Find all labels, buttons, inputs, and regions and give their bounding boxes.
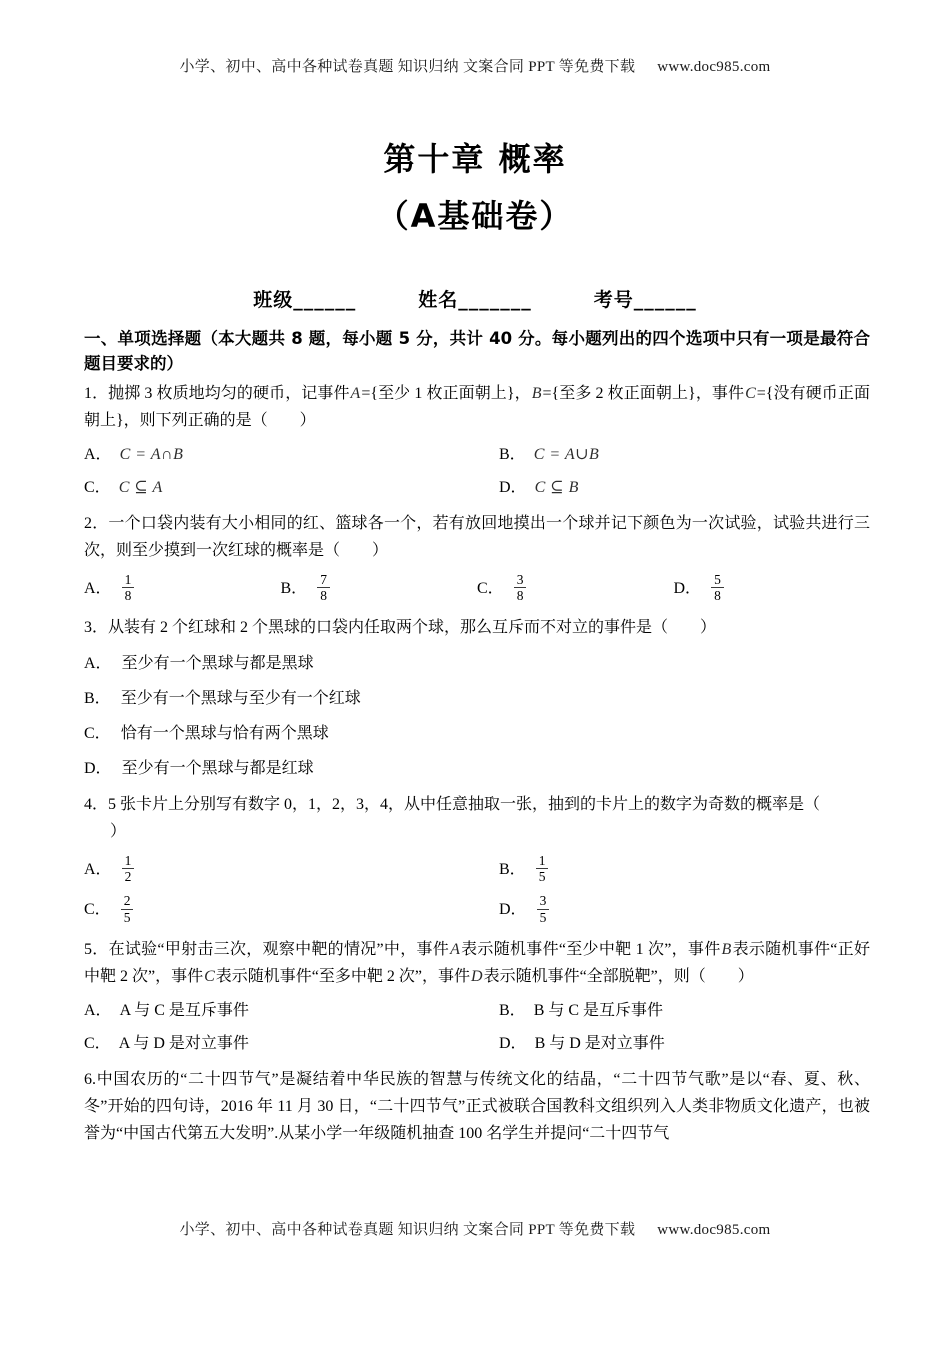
- question-1-option-b[interactable]: [477, 443, 870, 467]
- fraction-denominator: 5: [121, 909, 134, 925]
- question-5-options: [84, 999, 870, 1056]
- question-4-number: 4．: [84, 796, 109, 814]
- question-5-text-d: 表示随机事件“至多中靶 2 次”，事件: [215, 967, 470, 985]
- fraction-numerator: 1: [124, 853, 132, 869]
- question-6-text: 中国农历的“二十四节气”是凝结着中华民族的智慧与传统文化的结晶，“二十四节气歌”是以“春、夏、秋、冬”开始的四句诗，2016 年 11 月 30 日，“二十四节气”正式被联合国教科文组织列入人类非物质文化遗产，也被誉为“中国古代第五大发明”.从某小学一年级随机抽查 100 名学生并提问“二十四节气: [84, 1070, 870, 1142]
- running-header-text: 小学、初中、高中各种试卷真题 知识归纳 文案合同 PPT 等免费下载: [179, 59, 636, 75]
- fraction-denominator: 5: [537, 909, 550, 925]
- question-4-option-b[interactable]: [477, 854, 870, 885]
- question-5-number: 5．: [84, 940, 109, 958]
- option-label: C．: [84, 725, 111, 743]
- option-row: [84, 476, 870, 500]
- question-5-option-a[interactable]: [84, 999, 477, 1023]
- option-label: A．: [84, 655, 112, 673]
- option-row: [84, 573, 870, 604]
- question-4-text: 5 张卡片上分别写有数字 0，1，2，3，4，从中任意抽取一张，抽到的卡片上的数字为奇数的概率是（: [108, 796, 821, 814]
- class-field-label: 班级______: [253, 289, 357, 311]
- student-info-line: [0, 285, 950, 312]
- option-label: D．: [84, 760, 112, 778]
- question-1-var-c: C: [745, 385, 756, 402]
- question-2-stem: [84, 510, 870, 564]
- fraction-denominator: 8: [514, 587, 527, 603]
- question-5-var-b: B: [721, 940, 732, 958]
- question-3-option-d[interactable]: [84, 757, 870, 781]
- fraction: [711, 572, 724, 603]
- question-4-option-a[interactable]: [84, 854, 477, 885]
- question-2-number: 2．: [84, 515, 109, 532]
- running-footer: [0, 1218, 950, 1239]
- question-6-stem: [84, 1066, 870, 1147]
- option-text: 恰有一个黑球与恰有两个黑球: [120, 725, 329, 743]
- fraction-denominator: 8: [711, 587, 724, 603]
- option-label: A．: [84, 579, 112, 597]
- question-1-option-a[interactable]: [84, 443, 477, 467]
- fraction: [122, 572, 135, 603]
- section-heading: 一、单项选择题（本大题共 8 题，每小题 5 分，共计 40 分。每小题列出的四个选项中只有一项是最符合题目要求的）: [84, 329, 870, 373]
- question-1-var-b: B: [531, 385, 542, 402]
- fraction-numerator: 2: [123, 893, 131, 909]
- running-footer-url: www.doc985.com: [657, 1222, 771, 1238]
- name-field-label: 姓名_______: [418, 289, 532, 311]
- option-text: C = A∩B: [119, 446, 184, 463]
- fraction: [536, 853, 549, 884]
- question-1-var-a: A: [350, 385, 361, 402]
- page-subtitle: （A基础卷）: [376, 197, 574, 235]
- option-label: C．: [84, 901, 111, 919]
- question-5-option-d[interactable]: [477, 1032, 870, 1056]
- question-5-text-e: 表示随机事件“全部脱靶”，则（ ）: [483, 967, 754, 985]
- fraction-numerator: 7: [320, 572, 327, 587]
- fraction-numerator: 1: [124, 572, 132, 587]
- fraction-denominator: 8: [122, 587, 135, 603]
- question-5-option-b[interactable]: [477, 999, 870, 1023]
- fraction: [514, 572, 527, 603]
- question-5-text-c: 表示随机事件“正好中靶 2 次”，事件: [84, 940, 870, 985]
- option-label: B．: [499, 860, 526, 878]
- option-label: D．: [499, 901, 527, 919]
- question-5-text-a: 在试验“甲射击三次，观察中靶的情况”中，事件: [108, 940, 450, 958]
- question-5-var-d: D: [471, 967, 483, 985]
- question-2-options: [84, 573, 870, 604]
- fraction-numerator: 3: [516, 572, 524, 587]
- option-label: D．: [499, 1034, 527, 1052]
- option-row: [84, 443, 870, 467]
- running-header-url: www.doc985.com: [657, 59, 771, 75]
- question-1-text-d: ={没有硬币正面朝上}，则下列正确的是（ ）: [84, 385, 870, 429]
- option-row: [84, 1032, 870, 1056]
- question-4-option-c[interactable]: [84, 894, 477, 925]
- question-1-text-c: ={至多 2 枚正面朝上}，事件: [542, 385, 745, 402]
- question-1-text-b: ={至少 1 枚正面朝上}，: [361, 385, 531, 402]
- question-4-text-wrap: ）: [110, 823, 127, 841]
- question-2-option-a[interactable]: [84, 573, 281, 604]
- option-label: C．: [84, 479, 111, 496]
- option-label: A．: [84, 446, 112, 463]
- option-label: B．: [499, 1001, 526, 1019]
- question-3-number: 3．: [84, 619, 109, 637]
- option-label: A．: [84, 860, 112, 878]
- fraction: [122, 853, 135, 884]
- fraction-denominator: 5: [536, 868, 549, 884]
- option-label: B．: [499, 446, 526, 463]
- option-row: [84, 854, 870, 885]
- option-label: A．: [84, 1001, 112, 1019]
- fraction-numerator: 3: [539, 893, 547, 909]
- question-5-text-b: 表示随机事件“至少中靶 1 次”，事件: [460, 940, 721, 958]
- option-label: D．: [673, 579, 702, 597]
- option-text: B 与 C 是互斥事件: [533, 1001, 664, 1019]
- question-2-option-b[interactable]: [281, 573, 478, 604]
- option-text: A 与 C 是互斥事件: [119, 1001, 249, 1019]
- question-1-options: [84, 443, 870, 500]
- question-4-option-d[interactable]: [477, 894, 870, 925]
- exam-number-field-label: 考号______: [593, 289, 697, 311]
- fraction-denominator: 8: [317, 587, 330, 603]
- question-1-stem: [84, 380, 870, 434]
- option-label: B．: [280, 579, 308, 597]
- option-text: C ⊆ A: [118, 479, 163, 496]
- option-label: C．: [477, 579, 504, 597]
- question-4-options: [84, 854, 870, 925]
- page-title: 第十章 概率: [383, 140, 567, 178]
- question-3-options: [84, 652, 870, 781]
- question-3-stem: [84, 614, 870, 641]
- option-text: B 与 D 是对立事件: [534, 1034, 665, 1052]
- question-2-option-c[interactable]: [477, 573, 674, 604]
- option-row: [84, 894, 870, 925]
- question-column: [84, 326, 870, 1147]
- running-header: [0, 55, 950, 76]
- question-3-option-a[interactable]: [84, 652, 870, 676]
- option-label: C．: [84, 1034, 111, 1052]
- question-1-text-a: 抛掷 3 枚质地均匀的硬币，记事件: [108, 385, 350, 402]
- option-text: 至少有一个黑球与都是红球: [121, 760, 314, 778]
- option-text: A 与 D 是对立事件: [118, 1034, 249, 1052]
- option-row: [84, 999, 870, 1023]
- option-label: B．: [84, 690, 111, 708]
- fraction: [317, 572, 330, 603]
- question-6-number: 6.: [84, 1070, 96, 1088]
- question-5-var-a: A: [450, 940, 460, 958]
- option-label: D．: [499, 479, 527, 496]
- question-1-option-d[interactable]: [477, 476, 870, 500]
- fraction-numerator: 5: [714, 572, 721, 587]
- question-5-var-c: C: [204, 967, 215, 985]
- option-text: 至少有一个黑球与都是黑球: [121, 655, 314, 673]
- option-text: 至少有一个黑球与至少有一个红球: [120, 690, 361, 708]
- question-3-option-b[interactable]: [84, 687, 870, 711]
- option-text: C = A∪B: [533, 446, 600, 463]
- question-3-option-c[interactable]: [84, 722, 870, 746]
- question-5-stem: [84, 936, 870, 990]
- fraction: [121, 893, 134, 924]
- question-2-text: 一个口袋内装有大小相同的红、篮球各一个，若有放回地摸出一个球并记下颜色为一次试验，试验共进行三次，则至少摸到一次红球的概率是（ ）: [84, 515, 870, 559]
- question-4-stem: [84, 791, 870, 845]
- fraction-denominator: 2: [122, 868, 135, 884]
- question-5-option-c[interactable]: [84, 1032, 477, 1056]
- option-text: C ⊆ B: [534, 479, 579, 496]
- fraction: [537, 893, 550, 924]
- question-1-option-c[interactable]: [84, 476, 477, 500]
- question-3-text: 从装有 2 个红球和 2 个黑球的口袋内任取两个球，那么互斥而不对立的事件是（ ）: [108, 619, 717, 637]
- running-footer-text: 小学、初中、高中各种试卷真题 知识归纳 文案合同 PPT 等免费下载: [179, 1222, 636, 1238]
- question-2-option-d[interactable]: [674, 573, 871, 604]
- question-1-number: 1．: [84, 385, 109, 402]
- fraction-numerator: 1: [538, 853, 546, 869]
